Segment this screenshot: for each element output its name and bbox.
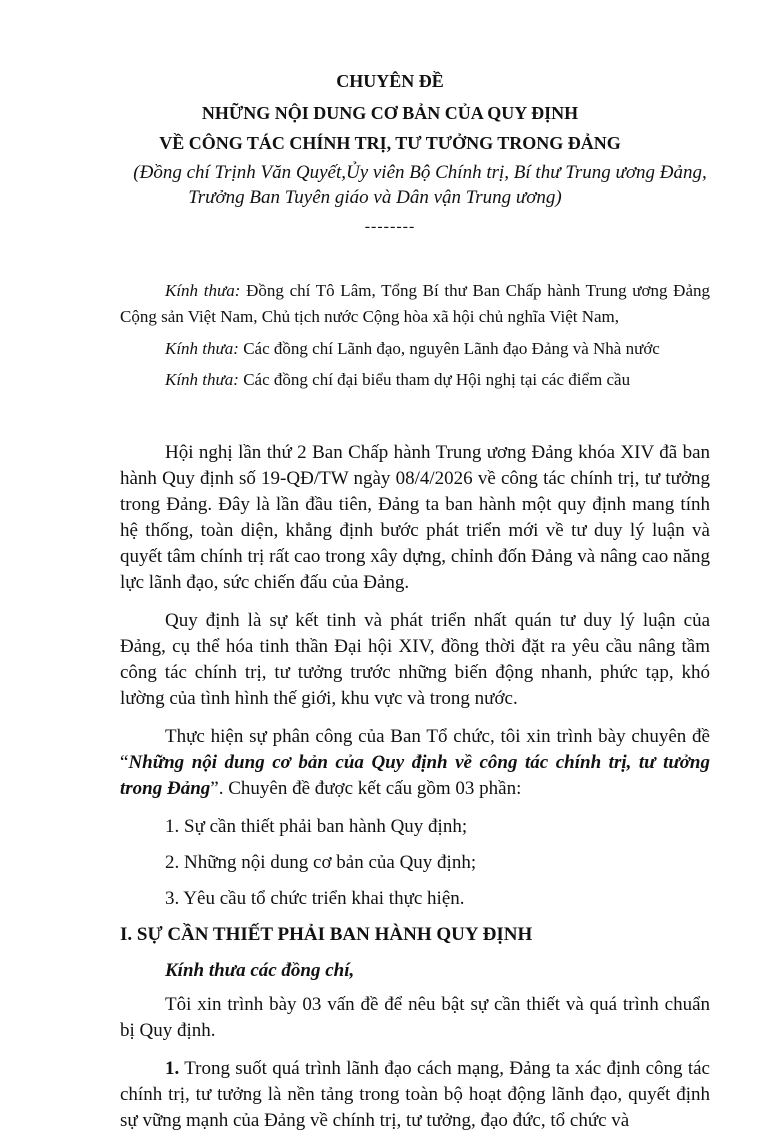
- paragraph-5-number: 1.: [165, 1058, 180, 1079]
- salutation: Kính thưa các đồng chí,: [165, 960, 355, 981]
- paragraph-3: [120, 724, 710, 802]
- document-title: [0, 70, 780, 154]
- paragraph-5-text: Trong suốt quá trình lãnh đạo cách mạng, Đảng ta xác định công tác chính trị, tư tưởng là nền tảng trong toàn bộ hoạt động lãnh đạo, quyết định sự vững mạnh của Đảng về chính trị, tư tưởng, đạo đức, tổ chức và: [120, 1058, 710, 1131]
- list-item-2: 2. Những nội dung cơ bản của Quy định;: [165, 852, 477, 873]
- title-line-3: VỀ CÔNG TÁC CHÍNH TRỊ, TƯ TƯỞNG TRONG ĐẢNG: [159, 133, 621, 153]
- paragraph-5: [120, 1056, 710, 1134]
- paragraph-1: Hội nghị lần thứ 2 Ban Chấp hành Trung ương Đảng khóa XIV đã ban hành Quy định số 19-QĐ/TW ngày 08/4/2026 về công tác chính trị, tư tưởng trong Đảng. Đây là lần đầu tiên, Đảng ta ban hành một quy định mang tính hệ thống, toàn diện, khẳng định bước phát triển mới về tư duy lý luận và quyết tâm chính trị rất cao trong xây dựng, chỉnh đốn Đảng và nâng cao năng lực lãnh đạo, sức chiến đấu của Đảng.: [120, 442, 710, 593]
- speaker-line-1: (Đồng chí Trịnh Văn Quyết,Ủy viên Bộ Chính trị, Bí thư Trung ương Đảng,: [133, 162, 707, 183]
- greeting-1: [120, 278, 710, 330]
- greeting-2: [120, 336, 710, 362]
- separator: --------: [364, 218, 416, 235]
- document-body: [120, 440, 710, 1146]
- title-line-1: CHUYÊN ĐỀ: [336, 71, 444, 91]
- greeting-label: Kính thưa:: [165, 281, 241, 300]
- greeting-text: Các đồng chí đại biểu tham dự Hội nghị tại các điểm cầu: [238, 370, 631, 389]
- list-item-3: 3. Yêu cầu tổ chức triển khai thực hiện.: [165, 888, 465, 909]
- greeting-text: Đồng chí Tô Lâm, Tổng Bí thư Ban Chấp hành Trung ương Đảng Cộng sản Việt Nam, Chủ tịch nước Cộng hòa xã hội chủ nghĩa Việt Nam,: [120, 281, 710, 326]
- paragraph-3-emphasis: Những nội dung cơ bản của Quy định về công tác chính trị, tư tưởng trong Đảng: [120, 752, 710, 799]
- paragraph-3-after: ”. Chuyên đề được kết cấu gồm 03 phần:: [210, 778, 522, 799]
- greeting-text: Các đồng chí Lãnh đạo, nguyên Lãnh đạo Đảng và Nhà nước: [238, 339, 660, 358]
- title-line-2: NHỮNG NỘI DUNG CƠ BẢN CỦA QUY ĐỊNH: [201, 103, 579, 123]
- greeting-3: [120, 367, 710, 393]
- section-heading-1: I. SỰ CẦN THIẾT PHẢI BAN HÀNH QUY ĐỊNH: [120, 924, 533, 945]
- list-item-1: 1. Sự cần thiết phải ban hành Quy định;: [165, 816, 468, 837]
- speaker-attribution: [0, 160, 780, 210]
- paragraph-3-before: Thực hiện sự phân công của Ban Tổ chức, tôi xin trình bày chuyên đề “: [120, 726, 710, 773]
- greeting-label: Kính thưa:: [165, 339, 239, 358]
- paragraph-2: Quy định là sự kết tinh và phát triển nhất quán tư duy lý luận của Đảng, cụ thể hóa tinh thần Đại hội XIV, đồng thời đặt ra yêu cầu nâng tầm công tác chính trị, tư tưởng trước những biến động nhanh, phức tạp, khó lường của tình hình thế giới, khu vực và trong nước.: [120, 610, 710, 709]
- paragraph-4: Tôi xin trình bày 03 vấn đề để nêu bật sự cần thiết và quá trình chuẩn bị Quy định.: [120, 994, 710, 1041]
- speaker-line-2: Trưởng Ban Tuyên giáo và Dân vận Trung ương): [188, 187, 562, 208]
- greeting-label: Kính thưa:: [165, 370, 239, 389]
